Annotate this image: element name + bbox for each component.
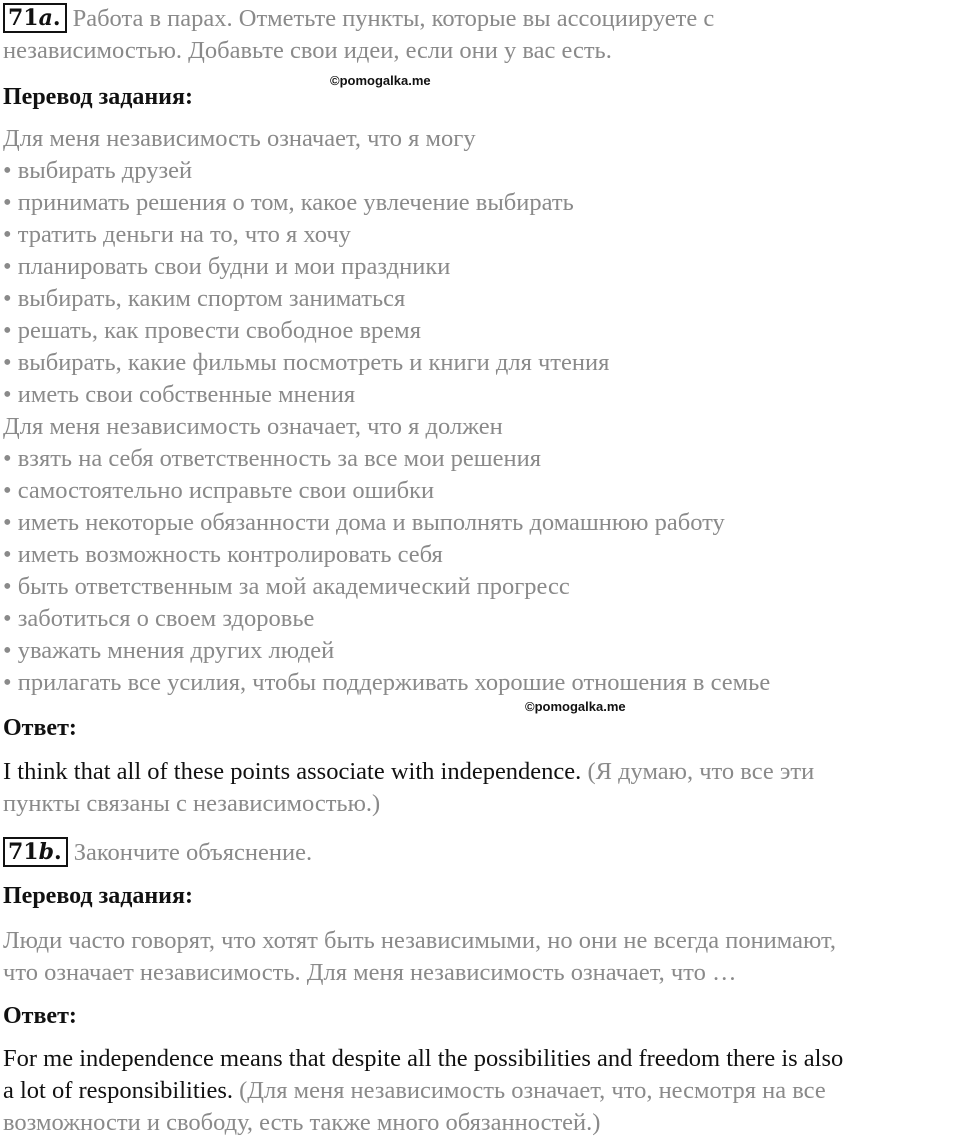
answer-heading-a: Ответ: [3, 715, 77, 741]
translation-b-line1: Люди часто говорят, что хотят быть независимыми, но они не всегда понимают, [3, 927, 836, 954]
task-a-text-line1: Работа в парах. Отметьте пункты, которые вы ассоциируете с [72, 5, 715, 32]
answer-b-english-line2: a lot of responsibilities. [3, 1077, 233, 1104]
task-a-text-line2: независимостью. Добавьте свои идеи, если они у вас есть. [3, 37, 612, 64]
list-can-intro: Для меня независимость означает, что я могу [3, 125, 476, 152]
task-b-text: Закончите объяснение. [73, 839, 313, 866]
answer-heading-b: Ответ: [3, 1003, 77, 1029]
translation-b [3, 925, 836, 989]
answer-b [3, 1043, 843, 1139]
list-item: • иметь свои собственные мнения [3, 381, 356, 408]
translation-b-line2: что означает независимость. Для меня независимость означает, что … [3, 959, 737, 986]
translation-heading-a: Перевод задания: [3, 84, 193, 110]
list-can [3, 123, 770, 699]
task-b-letter: b [38, 839, 55, 865]
list-item: • заботиться о своем здоровье [3, 605, 315, 632]
answer-b-russian-part1: (Для меня независимость означает, что, несмотря на все [239, 1077, 826, 1104]
translation-heading-b: Перевод задания: [3, 883, 193, 909]
watermark: ©pomogalka.me [330, 73, 431, 88]
task-a-number: 71 [8, 5, 39, 31]
answer-a [3, 756, 814, 820]
list-item: • самостоятельно исправьте свои ошибки [3, 477, 435, 504]
list-item: • тратить деньги на то, что я хочу [3, 221, 351, 248]
list-item: • решать, как провести свободное время [3, 317, 421, 344]
list-item: • быть ответственным за мой академический прогресс [3, 573, 570, 600]
answer-b-english-line1: For me independence means that despite all the possibilities and freedom there is also [3, 1045, 844, 1072]
list-item: • выбирать, какие фильмы посмотреть и книги для чтения [3, 349, 610, 376]
answer-a-russian-part2: пункты связаны с независимостью.) [3, 790, 381, 817]
list-must-intro: Для меня независимость означает, что я должен [3, 413, 503, 440]
list-item: • принимать решения о том, какое увлечение выбирать [3, 189, 574, 216]
list-item: • планировать свои будни и мои праздники [3, 253, 451, 280]
list-item: • выбирать друзей [3, 157, 193, 184]
task-a-number-box: 71a. [3, 3, 67, 33]
answer-b-russian-part2: возможности и свободу, есть также много обязанностей.) [3, 1109, 601, 1136]
answer-a-english: I think that all of these points associate with independence. [3, 758, 582, 785]
task-b-header [3, 837, 312, 869]
list-item: • иметь возможность контролировать себя [3, 541, 443, 568]
task-a-header [3, 3, 714, 35]
list-item: • уважать мнения других людей [3, 637, 335, 664]
answer-a-russian-part1: (Я думаю, что все эти [587, 758, 815, 785]
list-item: • прилагать все усилия, чтобы поддерживать хорошие отношения в семье [3, 669, 771, 696]
list-item: • иметь некоторые обязанности дома и выполнять домашнюю работу [3, 509, 725, 536]
list-item: • выбирать, каким спортом заниматься [3, 285, 406, 312]
task-b-number: 71 [8, 839, 39, 865]
watermark: ©pomogalka.me [525, 699, 626, 714]
task-a-letter: a [38, 5, 53, 31]
task-b-number-box: 71b. [3, 837, 68, 867]
list-item: • взять на себя ответственность за все мои решения [3, 445, 542, 472]
